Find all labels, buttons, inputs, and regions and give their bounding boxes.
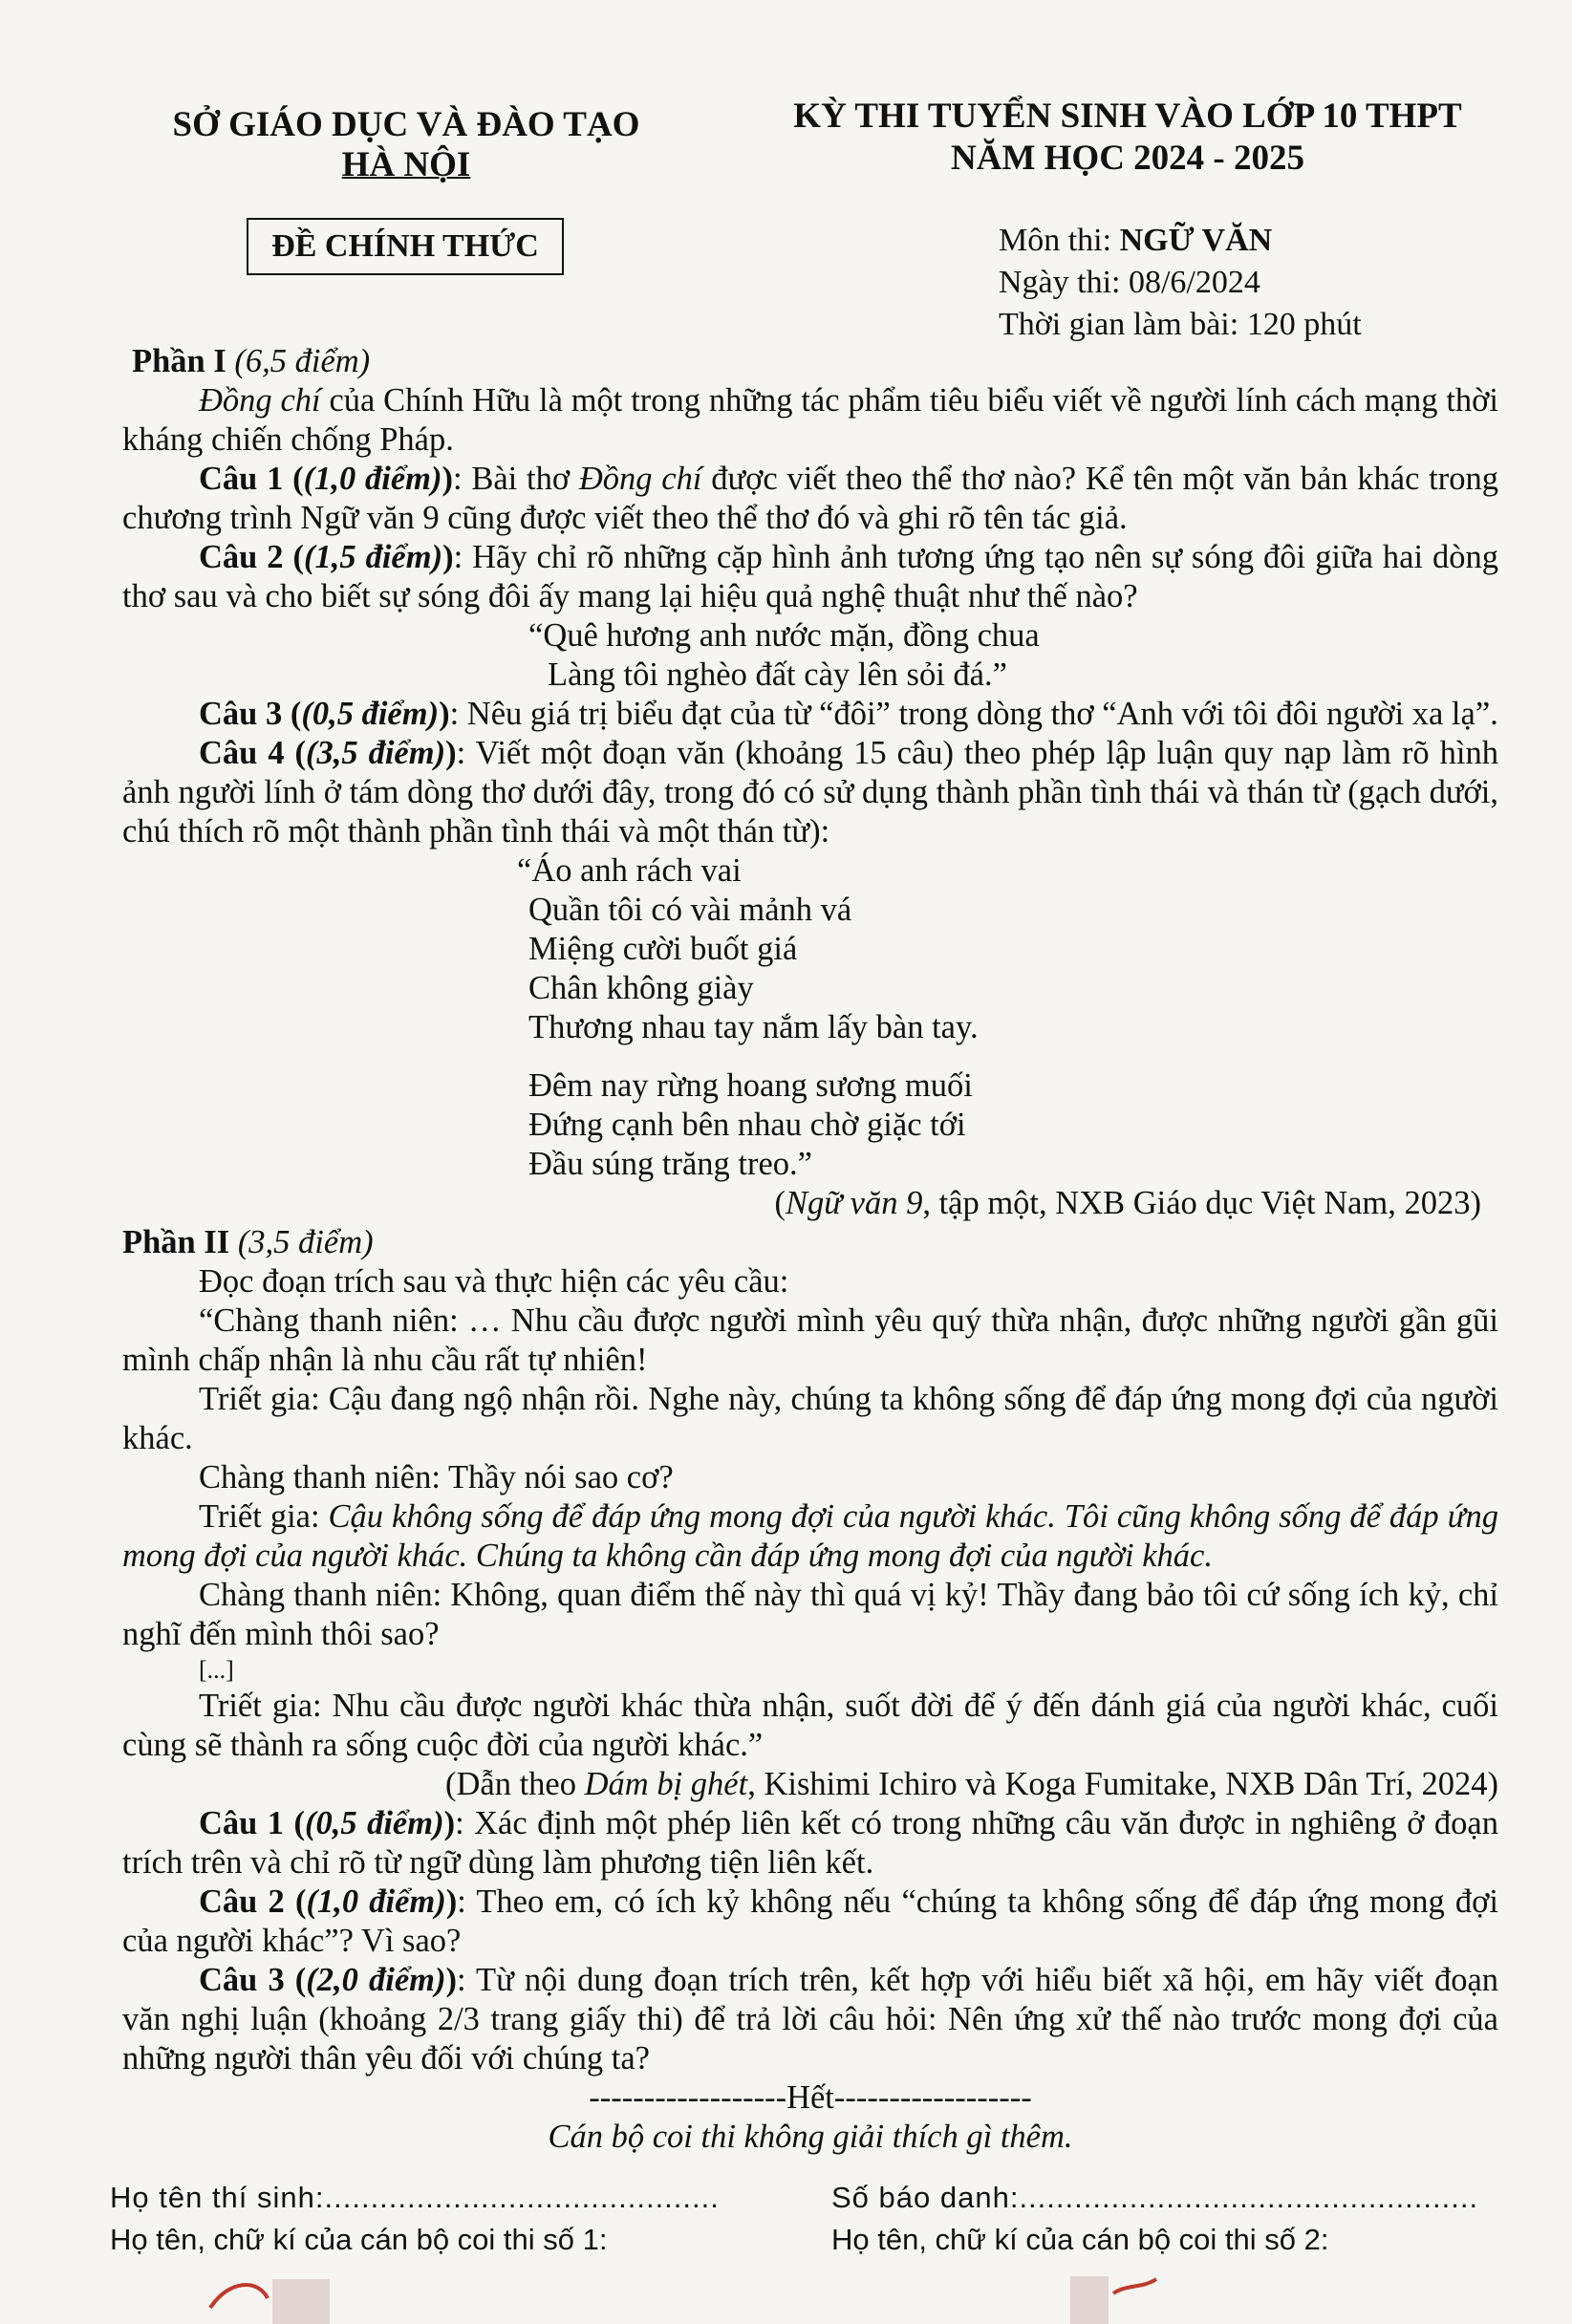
question-points: (0,5 điểm) (301, 696, 440, 732)
source-text: , tập một, NXB Giáo dục Việt Nam, 2023) (922, 1185, 1481, 1221)
part1-intro (122, 381, 1498, 460)
part1-points: (6,5 điểm) (234, 343, 371, 379)
question-text: : Theo em, có ích kỷ không nếu “chúng ta không sống để đáp ứng mong đợi của người khác”? Vì sao? (122, 1883, 1498, 1959)
source-title: Dám bị ghét (584, 1766, 748, 1802)
school-year: NĂM HỌC 2024 - 2025 (951, 139, 1304, 178)
poem-line: Chân không giày (528, 970, 754, 1006)
question-label: Câu 1 (199, 1805, 294, 1841)
question-label: Câu 4 (199, 735, 295, 771)
subject-label: Môn thi: (999, 223, 1120, 258)
dialogue-line: Triết gia: Nhu cầu được người khác thừa nhận, suốt đời để ý đến đánh giá của người khác, cuối cùng sẽ thành ra sống cuộc đời của người khác.” (122, 1688, 1498, 1763)
exam-duration: Thời gian làm bài: 120 phút (999, 307, 1362, 342)
signature-mark-1 (191, 2270, 382, 2324)
part1-question-4: Câu 4 ((3,5 điểm)): Viết một đoạn văn (khoảng 15 câu) theo phép lập luận quy nạp làm rõ hình ảnh người lính ở tám dòng thơ dưới đây, trong đó có sử dụng thành phần tình thái và thán từ (gạch dưới, chú thích rõ một thành phần tình thái và một thán từ): (122, 735, 1498, 850)
question-text: : Nêu giá trị biểu đạt của từ “đôi” trong dòng thơ “Anh với tôi đôi người xa lạ”. (449, 696, 1498, 732)
dialogue-line: Chàng thanh niên: Thầy nói sao cơ? (199, 1459, 674, 1496)
speaker: Triết gia: (199, 1498, 329, 1535)
issuer-header (143, 105, 669, 185)
dialogue-line: Triết gia: Cậu đang ngộ nhận rồi. Nghe này, chúng ta không sống để đáp ứng mong đợi của người khác. (122, 1381, 1498, 1456)
question-text: : Từ nội dung đoạn trích trên, kết hợp với hiểu biết xã hội, em hãy viết đoạn văn nghị luận (khoảng 2/3 trang giấy thi) để trả lời câu hỏi: Nên ứng xử thế nào trước mong đợi của những người thân yêu đối với chúng ta? (122, 1962, 1499, 2077)
poem-line: Đứng cạnh bên nhau chờ giặc tới (528, 1107, 966, 1143)
part1-question-2: Câu 2 ((1,5 điểm)): Hãy chỉ rõ những cặp hình ảnh tương ứng tạo nên sự sóng đôi giữa hai dòng thơ sau và cho biết sự sóng đôi ấy mang lại hiệu quả nghệ thuật như thế nào? (122, 539, 1498, 614)
subject-value: NGỮ VĂN (1119, 223, 1273, 258)
official-stamp-box: ĐỀ CHÍNH THỨC (247, 218, 564, 275)
part2-points: (3,5 điểm) (237, 1224, 374, 1260)
end-marker: ------------------Hết------------------ (589, 2079, 1032, 2116)
intro-text: của Chính Hữu là một trong những tác phẩm tiêu biểu viết về người lính cách mạng thời kháng chiến chống Pháp. (122, 382, 1498, 458)
italic-passage: Cậu không sống để đáp ứng mong đợi của người khác. Tôi cũng không sống để đáp ứng mong đợi của người khác. Chúng ta không cần đáp ứng mong đợi của người khác. (122, 1498, 1498, 1574)
poem-excerpt-1 (122, 616, 1498, 695)
poem-excerpt-2 (122, 851, 1498, 1184)
dialogue-line-italic (122, 1497, 1498, 1576)
question-text: : Hãy chỉ rõ những cặp hình ảnh tương ứng tạo nên sự sóng đôi giữa hai dòng thơ sau và cho biết sự sóng đôi ấy mang lại hiệu quả nghệ thuật như thế nào? (122, 539, 1498, 614)
issuer-name: SỞ GIÁO DỤC VÀ ĐÀO TẠO (172, 105, 640, 144)
part1-title: Phần I (132, 343, 235, 379)
part1-question-3: Câu 3 ((0,5 điểm)): Nêu giá trị biểu đạt của từ “đôi” trong dòng thơ “Anh với tôi đôi người xa lạ”. (199, 696, 1498, 732)
poem-line: “Áo anh rách vai (517, 852, 742, 889)
question-points: (1,5 điểm) (304, 539, 443, 575)
question-label: Câu 3 (199, 696, 291, 732)
question-text: : Xác định một phép liên kết có trong những câu văn được in nghiêng ở đoạn trích trên và chỉ rõ từ ngữ dùng làm phương tiện liên kết. (122, 1805, 1498, 1881)
signature-area (110, 2177, 1515, 2261)
poem-title: Đồng chí (199, 382, 321, 419)
part2-source (122, 1765, 1498, 1804)
candidate-number-field: Số báo danh:.................................................. (831, 2181, 1479, 2214)
part1-source (122, 1184, 1498, 1223)
exam-header (764, 96, 1491, 180)
exam-body (122, 342, 1498, 2157)
source-text: (Dẫn theo (445, 1766, 585, 1802)
part2-question-1: Câu 1 ((0,5 điểm)): Xác định một phép liên kết có trong những câu văn được in nghiêng ở đoạn trích trên và chỉ rõ từ ngữ dùng làm phương tiện liên kết. (122, 1805, 1498, 1881)
part1-question-1: Câu 1 ((1,0 điểm)): Bài thơ Đồng chí được viết theo thể thơ nào? Kể tên một văn bản khác trong chương trình Ngữ văn 9 cũng được viết theo thể thơ đó và ghi rõ tên tác giả. (122, 461, 1498, 536)
question-points: (3,5 điểm) (306, 735, 446, 771)
dialogue-line: Chàng thanh niên: Không, quan điểm thế này thì quá vị kỷ! Thầy đang bảo tôi cứ sống ích kỷ, chỉ nghĩ đến mình thôi sao? (122, 1577, 1498, 1652)
question-points: (0,5 điểm) (305, 1805, 444, 1841)
source-open: ( (774, 1185, 786, 1221)
part2-heading (122, 1223, 1498, 1262)
part2-question-2: Câu 2 ((1,0 điểm)): Theo em, có ích kỷ không nếu “chúng ta không sống để đáp ứng mong đợi của người khác”? Vì sao? (122, 1883, 1498, 1959)
issuer-city: HÀ NỘI (341, 145, 471, 184)
poem-line: Thương nhau tay nắm lấy bàn tay. (528, 1009, 979, 1045)
source-text: , Kishimi Ichiro và Koga Fumitake, NXB Dân Trí, 2024) (747, 1766, 1498, 1802)
omission-mark: [...] (199, 1656, 234, 1684)
question-label: Câu 2 (199, 1883, 295, 1920)
question-points: (1,0 điểm) (303, 461, 442, 497)
poem-line: Miệng cười buốt giá (528, 931, 798, 967)
question-text: được viết theo thể thơ nào? Kể tên một văn bản khác trong chương trình Ngữ văn 9 cũng được viết theo thể thơ đó và ghi rõ tên tác giả. (122, 461, 1498, 536)
question-label: Câu 1 (199, 461, 293, 497)
part2-question-3: Câu 3 ((2,0 điểm)): Từ nội dung đoạn trích trên, kết hợp với hiểu biết xã hội, em hãy viết đoạn văn nghị luận (khoảng 2/3 trang giấy thi) để trả lời câu hỏi: Nên ứng xử thế nào trước mong đợi của những người thân yêu đối với chúng ta? (122, 1962, 1499, 2077)
poem-line: Đêm nay rừng hoang sương muối (528, 1067, 973, 1104)
exam-info (999, 220, 1534, 346)
exam-title: KỲ THI TUYỂN SINH VÀO LỚP 10 THPT (793, 97, 1462, 136)
poem-line: “Quê hương anh nước mặn, đồng chua (528, 617, 1040, 654)
part2-title: Phần II (122, 1224, 238, 1260)
question-text: : Viết một đoạn văn (khoảng 15 câu) theo phép lập luận quy nạp làm rõ hình ảnh người lính ở tám dòng thơ dưới đây, trong đó có sử dụng thành phần tình thái và thán từ (gạch dưới, chú thích rõ một thành phần tình thái và một thán từ): (122, 735, 1498, 850)
signature-mark-2 (1061, 2265, 1204, 2324)
question-label: Câu 2 (199, 539, 293, 575)
poem-line: Quần tôi có vài mảnh vá (528, 892, 852, 928)
question-text: : Bài thơ (453, 461, 579, 497)
poem-line: Làng tôi nghèo đất cày lên sỏi đá.” (548, 656, 1007, 693)
candidate-name-field: Họ tên thí sinh:........................................... (110, 2181, 720, 2214)
part1-heading (132, 342, 1498, 381)
exam-date: Ngày thi: 08/6/2024 (999, 265, 1260, 300)
question-points: (2,0 điểm) (306, 1962, 446, 1998)
proctor-note: Cán bộ coi thi không giải thích gì thêm. (548, 2119, 1073, 2155)
question-label: Câu 3 (199, 1962, 295, 1998)
dialogue-line: “Chàng thanh niên: … Nhu cầu được người mình yêu quý thừa nhận, được những người gần gũi mình chấp nhận là nhu cầu rất tự nhiên! (122, 1302, 1498, 1378)
source-title: Ngữ văn 9 (785, 1185, 923, 1221)
part2-instruction: Đọc đoạn trích sau và thực hiện các yêu cầu: (199, 1263, 789, 1300)
proctor-2-signature-label: Họ tên, chữ kí của cán bộ coi thi số 2: (831, 2223, 1329, 2256)
proctor-1-signature-label: Họ tên, chữ kí của cán bộ coi thi số 1: (110, 2223, 608, 2256)
poem-title: Đồng chí (578, 461, 702, 497)
question-points: (1,0 điểm) (306, 1883, 446, 1920)
poem-line: Đầu súng trăng treo.” (528, 1146, 812, 1182)
